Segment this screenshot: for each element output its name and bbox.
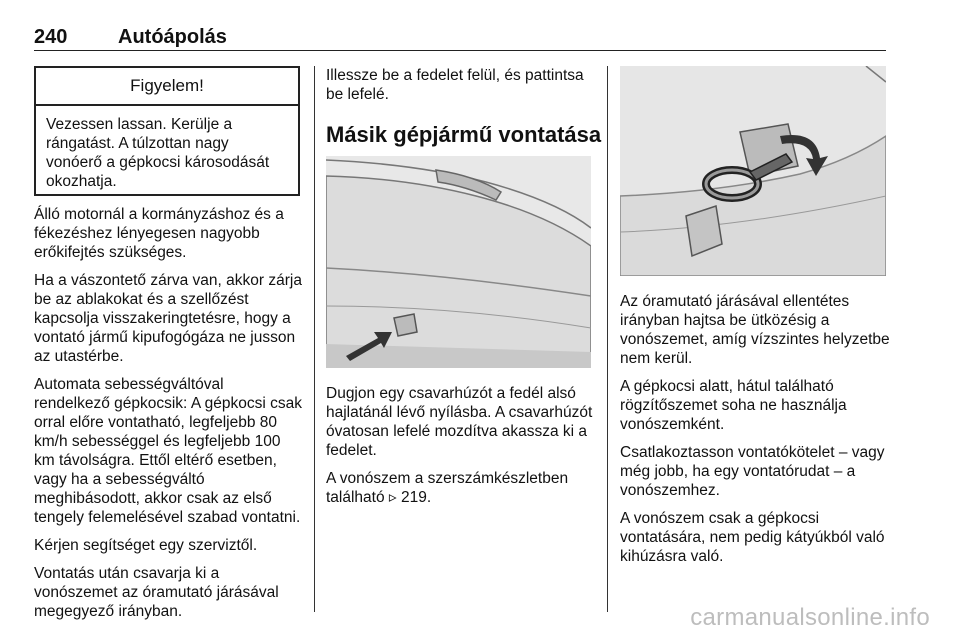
- column-3: [620, 292, 890, 575]
- watermark: carmanualsonline.info: [690, 604, 930, 631]
- rear-bumper-illustration: [326, 156, 591, 368]
- column-2-top: [326, 66, 598, 113]
- paragraph: A vonószem csak a gépkocsi vontatására, nem pedig kátyúkból való kihúzásra való.: [620, 510, 885, 565]
- column-1: [34, 205, 302, 630]
- paragraph: A gépkocsi alatt, hátul található rögzítőszemet soha ne használja vonószemként.: [620, 378, 847, 433]
- paragraph: Dugjon egy csavarhúzót a fedél alsó hajlatánál lévő nyílásba. A csavarhúzót óvatosan lefelé mozdítva akassza ki a fedelet.: [326, 385, 593, 459]
- warning-text: Vezessen lassan. Kerülje a rángatást. A túlzottan nagy vonóerő a gépkocsi károsodását okozhatja.: [46, 116, 270, 190]
- header-rule: [34, 50, 886, 51]
- paragraph: Automata sebességváltóval rendelkező gépkocsik: A gépkocsi csak orral előre vontatható, legfeljebb 80 km/h sebességgel és legfeljebb 100 km távolságra. Ettől eltérő esetben, vagy ha a sebességváltó meghibásodott, akkor csak az első tengely felemelésével szabad vontatni.: [34, 376, 302, 526]
- paragraph: Vontatás után csavarja ki a vonószemet az óramutató járásával megegyező irányban.: [34, 565, 279, 620]
- paragraph-text: A vonószem a szerszámkészletben található: [326, 470, 569, 506]
- page-reference: 219.: [401, 489, 432, 506]
- section-heading: Másik gépjármű vontatása: [326, 122, 602, 147]
- column-2: [326, 384, 598, 516]
- chapter-title: Autóápolás: [118, 26, 227, 48]
- paragraph: Ha a vászontető zárva van, akkor zárja be az ablakokat és a szellőzést kapcsolja visszakeringtetésre, hogy a vontató jármű kipufogógáza ne jusson az utastérbe.: [34, 272, 302, 365]
- warning-heading: Figyelem!: [36, 68, 298, 106]
- paragraph-with-reference: [326, 469, 598, 507]
- paragraph: Illessze be a fedelet felül, és pattintsa be lefelé.: [326, 67, 584, 103]
- towing-eye-illustration: [620, 66, 886, 276]
- paragraph: Álló motornál a kormányzáshoz és a fékezéshez lényegesen nagyobb erőkifejtés szükséges.: [34, 206, 284, 261]
- column-divider-1: [314, 66, 315, 612]
- warning-box: [34, 66, 300, 196]
- page-number: 240: [34, 26, 68, 48]
- column-divider-2: [607, 66, 608, 612]
- paragraph: Csatlakoztasson vontatókötelet – vagy még jobb, ha egy vontatórudat – a vonószemhez.: [620, 444, 885, 499]
- paragraph: Az óramutató járásával ellentétes irányban hajtsa be ütközésig a vonószemet, amíg vízszintes helyzetbe nem kerül.: [620, 293, 890, 367]
- arrow-ref-icon: ▹: [388, 489, 397, 506]
- paragraph: Kérjen segítséget egy szerviztől.: [34, 537, 258, 554]
